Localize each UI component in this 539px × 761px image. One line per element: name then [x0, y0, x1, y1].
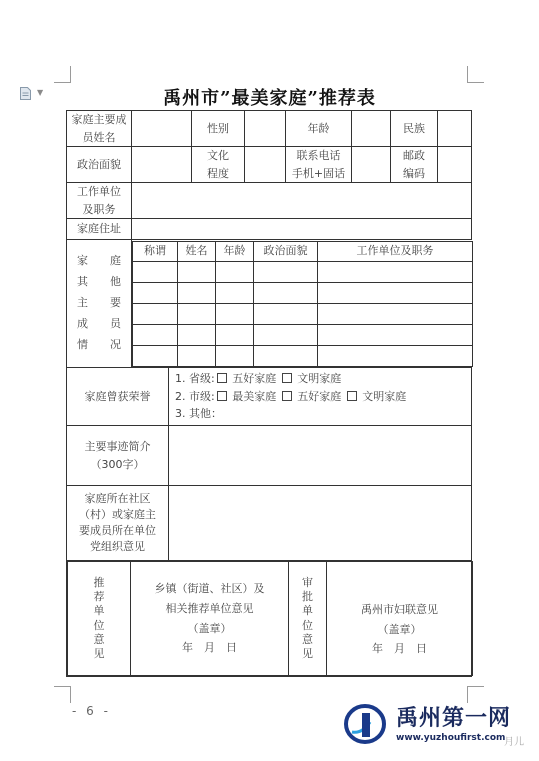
approve-side-label: 审 批 单 位 意 见	[289, 562, 327, 676]
gender-label: 性别	[192, 111, 245, 147]
table-cell[interactable]	[216, 345, 254, 366]
form-row-deeds	[67, 426, 472, 486]
ethnicity-label: 民族	[391, 111, 438, 147]
table-cell[interactable]	[178, 303, 216, 324]
table-cell[interactable]	[216, 324, 254, 345]
page-title: 禹州市”最美家庭”推荐表	[163, 88, 376, 109]
crop-mark-tl-v	[70, 66, 71, 83]
table-cell[interactable]	[133, 345, 178, 366]
page-number: - 6 -	[72, 704, 111, 718]
watermark	[340, 696, 539, 756]
gender-field[interactable]	[245, 111, 286, 147]
table-cell[interactable]	[318, 345, 473, 366]
name-field[interactable]	[132, 111, 192, 147]
postal-label: 邮政 编码	[391, 147, 438, 183]
crop-mark-br-h	[467, 686, 484, 687]
crop-mark-tl-h	[54, 82, 71, 83]
header-work: 工作单位及职务	[318, 241, 473, 261]
table-cell[interactable]	[133, 261, 178, 282]
phone-label: 联系电话 手机+固话	[286, 147, 352, 183]
community-field[interactable]	[169, 486, 472, 561]
work-label: 工作单位 及职务	[67, 183, 132, 219]
form-row-opinions	[67, 561, 472, 677]
honors-options: 1. 省级: 五好家庭 文明家庭 2. 市级: 最美家庭 五好家庭 文明家庭 3. 其他：	[169, 368, 472, 426]
table-cell[interactable]	[133, 324, 178, 345]
table-cell[interactable]	[216, 303, 254, 324]
watermark-site-name: 禹州第一网	[396, 706, 512, 731]
table-cell[interactable]	[178, 282, 216, 303]
table-cell[interactable]	[133, 282, 178, 303]
table-row	[133, 261, 473, 282]
deeds-field[interactable]	[169, 426, 472, 486]
community-label: 家庭所在社区 （村）或家庭主 要成员所在单位 党组织意见	[67, 486, 169, 561]
opinions-cell	[67, 561, 472, 677]
table-cell[interactable]	[133, 303, 178, 324]
table-row	[133, 282, 473, 303]
table-cell[interactable]	[318, 303, 473, 324]
crop-mark-bl-h	[54, 686, 71, 687]
table-cell[interactable]	[254, 303, 318, 324]
form-row-honors	[67, 368, 472, 426]
form-row-community	[67, 486, 472, 561]
table-cell[interactable]	[178, 345, 216, 366]
form-row-politics	[67, 147, 472, 183]
header-name: 姓名	[178, 241, 216, 261]
deeds-label: 主要事迹简介 （300字）	[67, 426, 169, 486]
recommend-opinion[interactable]: 乡镇（街道、社区）及 相关推荐单位意见 （盖章） 年 月 日	[131, 562, 289, 676]
members-table	[132, 241, 473, 367]
site-logo-icon	[344, 704, 386, 744]
table-row	[133, 345, 473, 366]
watermark-tail: 月儿	[504, 737, 524, 748]
header-relation: 称谓	[133, 241, 178, 261]
form-row-basic	[67, 111, 472, 147]
form-row-address	[67, 219, 472, 240]
crop-mark-tr-v	[467, 66, 468, 83]
approve-opinion[interactable]: 禹州市妇联意见 （盖章） 年 月 日	[327, 562, 473, 676]
header-politics: 政治面貌	[254, 241, 318, 261]
checkbox-city-most-beautiful[interactable]	[217, 391, 227, 401]
education-label: 文化 程度	[192, 147, 245, 183]
table-cell[interactable]	[216, 261, 254, 282]
recommendation-form	[66, 110, 472, 677]
education-field[interactable]	[245, 147, 286, 183]
checkbox-city-civilized[interactable]	[347, 391, 357, 401]
age-field[interactable]	[352, 111, 391, 147]
postal-field[interactable]	[438, 147, 472, 183]
table-cell[interactable]	[318, 324, 473, 345]
header-age: 年龄	[216, 241, 254, 261]
address-field[interactable]	[132, 219, 472, 240]
table-row	[133, 324, 473, 345]
table-cell[interactable]	[254, 345, 318, 366]
members-table-cell	[132, 240, 472, 368]
watermark-url: www.yuzhoufirst.com	[396, 733, 506, 743]
checkbox-city-five-good[interactable]	[282, 391, 292, 401]
phone-field[interactable]	[352, 147, 391, 183]
age-label: 年龄	[286, 111, 352, 147]
table-cell[interactable]	[254, 324, 318, 345]
table-cell[interactable]	[318, 282, 473, 303]
checkbox-provincial-civilized[interactable]	[282, 373, 292, 383]
table-cell[interactable]	[254, 261, 318, 282]
table-cell[interactable]	[178, 324, 216, 345]
table-cell[interactable]	[318, 261, 473, 282]
table-cell[interactable]	[216, 282, 254, 303]
form-row-work	[67, 183, 472, 219]
members-header-row	[133, 241, 473, 261]
table-row	[133, 303, 473, 324]
crop-mark-bl-v	[70, 686, 71, 703]
honors-label: 家庭曾获荣誉	[67, 368, 169, 426]
checkbox-provincial-five-good[interactable]	[217, 373, 227, 383]
name-label-cell: 家庭主要成员姓名	[67, 111, 132, 147]
recommend-side-label: 推 荐 单 位 意 见	[68, 562, 131, 676]
table-cell[interactable]	[178, 261, 216, 282]
ethnicity-field[interactable]	[438, 111, 472, 147]
address-label: 家庭住址	[67, 219, 132, 240]
chevron-down-icon[interactable]: ▼	[37, 88, 44, 97]
work-field[interactable]	[132, 183, 472, 219]
opinions-table	[67, 561, 473, 676]
politics-field[interactable]	[132, 147, 192, 183]
crop-mark-tr-h	[467, 82, 484, 83]
table-cell[interactable]	[254, 282, 318, 303]
politics-label: 政治面貌	[67, 147, 132, 183]
form-row-members	[67, 240, 472, 368]
members-label: 家 庭 其 他 主 要 成 员 情 况	[67, 240, 132, 368]
